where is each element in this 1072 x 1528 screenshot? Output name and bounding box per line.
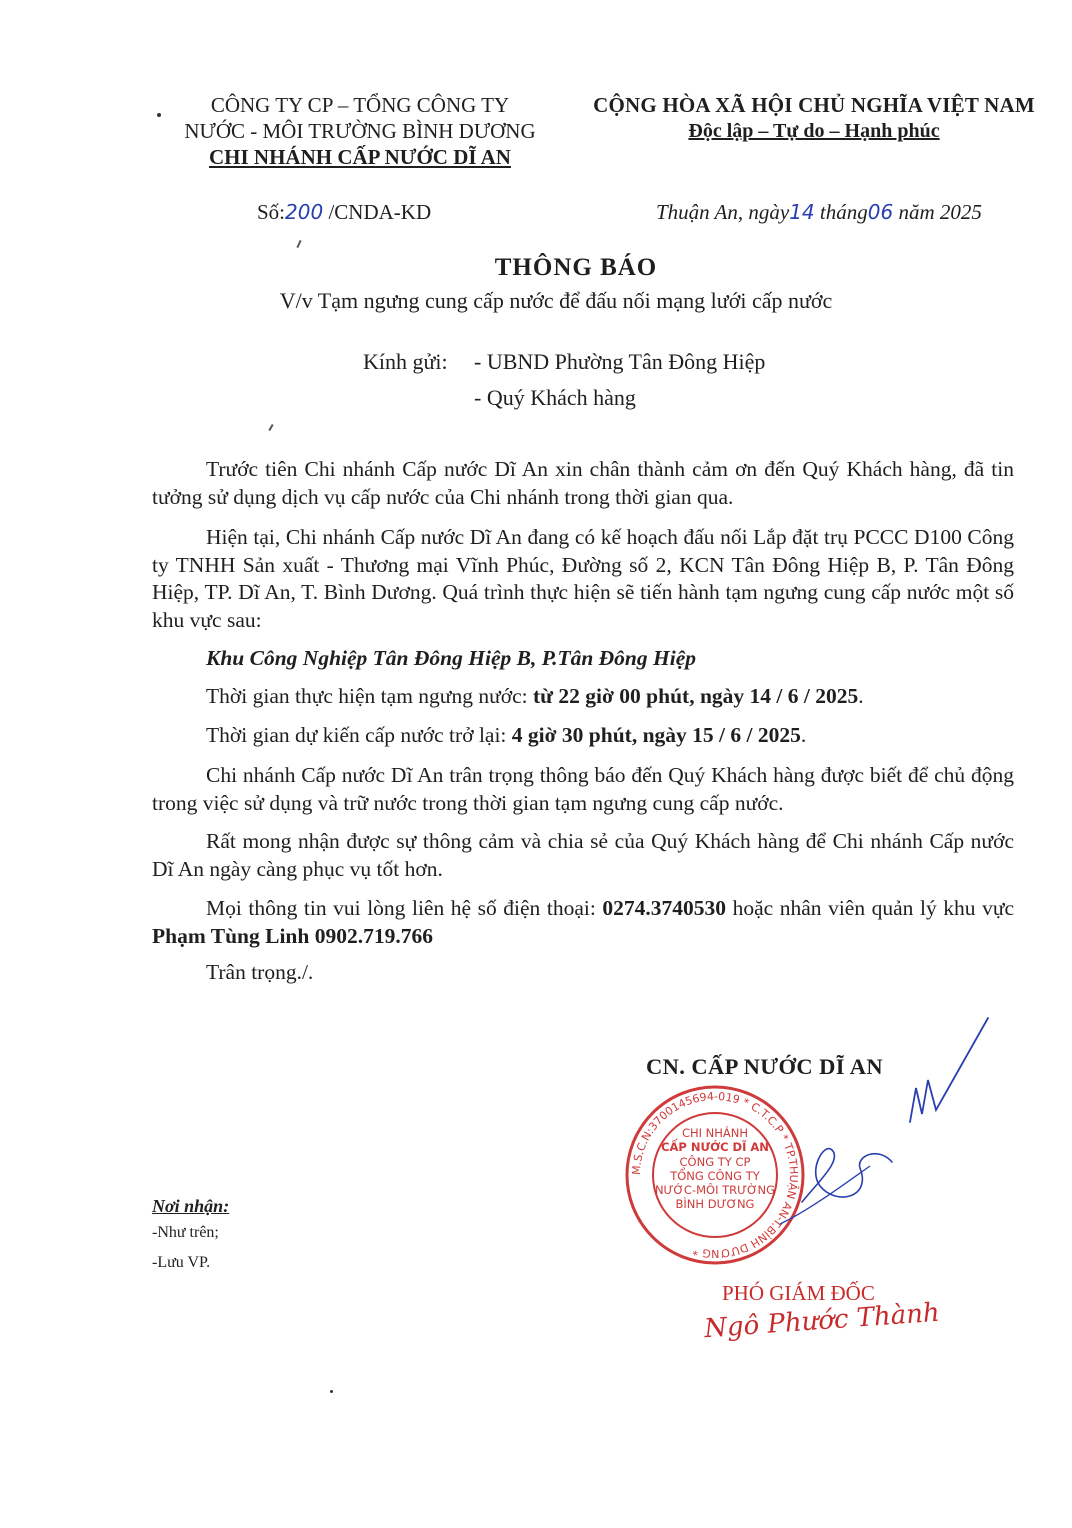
stop-time-label: Thời gian thực hiện tạm ngưng nước:	[206, 684, 528, 708]
branch-name: CHI NHÁNH CẤP NƯỚC DĨ AN	[209, 145, 511, 169]
date-day: 14	[789, 200, 815, 224]
stamp-line: NƯỚC-MÔI TRƯỜNG	[654, 1183, 776, 1197]
nation-title: CỘNG HÒA XÃ HỘI CHỦ NGHĨA VIỆT NAM	[593, 93, 1035, 117]
paragraph-contact	[152, 895, 1014, 950]
stop-time: Thời gian thực hiện tạm ngưng nước: từ 22 giờ 00 phút, ngày 14 / 6 / 2025.	[206, 684, 864, 708]
resume-time-label: Thời gian dự kiến cấp nước trở lại:	[206, 723, 507, 747]
affected-area: Khu Công Nghiệp Tân Đông Hiệp B, P.Tân Đông Hiệp	[206, 646, 697, 670]
receivers-label: Nơi nhận:	[152, 1196, 230, 1216]
issue-date	[656, 200, 982, 225]
contact-mid: hoặc nhân viên quản lý khu vực	[732, 896, 1015, 920]
stamp-line: CHI NHÁNH	[681, 1126, 749, 1140]
contact-person: Phạm Tùng Linh 0902.719.766	[152, 923, 433, 948]
stamp-line: TỔNG CÔNG TY	[670, 1169, 760, 1183]
paragraph-plan: Hiện tại, Chi nhánh Cấp nước Dĩ An đang có kế hoạch đấu nối Lắp đặt trụ PCCC D100 Công ty TNHH Sản xuất - Thương mại Vĩnh Phúc, Đường số 2, KCN Tân Đông Hiệp B, P. Tân Đông Hiệp, TP. Dĩ An, T. Bình Dương. Quá trình thực hiện sẽ tiến hành tạm ngưng cung cấp nước một số khu vực sau:	[152, 525, 1014, 632]
closing: Trân trọng./.	[206, 960, 314, 984]
paragraph-request: Rất mong nhận được sự thông cảm và chia sẻ của Quý Khách hàng để Chi nhánh Cấp nước Dĩ An ngày càng phục vụ tốt hơn.	[152, 829, 1014, 881]
contact-intro: Mọi thông tin vui lòng liên hệ số điện thoại:	[206, 896, 596, 920]
ref-number-handwritten: 200	[285, 200, 324, 224]
resume-time: Thời gian dự kiến cấp nước trở lại: 4 giờ 30 phút, ngày 15 / 6 / 2025.	[206, 723, 807, 747]
document-subject: V/v Tạm ngưng cung cấp nước để đấu nối mạng lưới cấp nước	[279, 288, 833, 313]
resume-time-value: 4 giờ 30 phút, ngày 15 / 6 / 2025	[511, 723, 801, 747]
issuer-header	[150, 92, 570, 170]
receiver-item: -Như trên;	[152, 1224, 219, 1241]
national-motto: Độc lập – Tự do – Hạnh phúc	[688, 120, 940, 142]
stamp-line: CẤP NƯỚC DĨ AN	[661, 1140, 769, 1154]
reference-number	[257, 200, 431, 225]
date-place: Thuận An, ngày	[656, 200, 790, 224]
recipients-label: Kính gửi:	[363, 349, 448, 374]
stamp-line: BÌNH DƯƠNG	[675, 1197, 755, 1211]
date-month-label: tháng	[819, 200, 868, 224]
receiver-item: -Lưu VP.	[152, 1254, 211, 1271]
stamp-line: CÔNG TY CP	[679, 1155, 751, 1169]
handwritten-signature	[780, 1010, 1010, 1250]
recipient-item: - UBND Phường Tân Đông Hiệp	[474, 349, 766, 374]
paragraph-notice: Chi nhánh Cấp nước Dĩ An trân trọng thông báo đến Quý Khách hàng được biết để chủ động trong việc sử dụng và trữ nước trong thời gian tạm ngưng cung cấp nước.	[152, 763, 1014, 815]
paragraph-thanks: Trước tiên Chi nhánh Cấp nước Dĩ An xin chân thành cảm ơn đến Quý Khách hàng, đã tin tưởng sử dụng dịch vụ cấp nước của Chi nhánh trong thời gian qua.	[152, 457, 1014, 509]
stop-time-value: từ 22 giờ 00 phút, ngày 14 / 6 / 2025	[532, 684, 859, 708]
document-title: THÔNG BÁO	[494, 254, 658, 281]
margin-dot	[330, 1390, 333, 1393]
signing-organization: CN. CẤP NƯỚC DĨ AN	[646, 1054, 883, 1079]
ref-suffix: /CNDA-KD	[328, 200, 432, 224]
stamp-ring-text: M.S.C.N:3700145694-019 * C.T.C.P * TP.THUẬN AN-T.BÌNH DƯƠNG *	[629, 1089, 801, 1261]
signer-role: PHÓ GIÁM ĐỐC	[722, 1281, 875, 1305]
company-line-2: NƯỚC - MÔI TRƯỜNG BÌNH DƯƠNG	[184, 119, 536, 143]
date-month: 06	[867, 200, 894, 224]
national-header	[576, 92, 1052, 144]
ref-prefix: Số:	[257, 200, 286, 224]
contact-phone: 0274.3740530	[602, 896, 727, 920]
pen-mark	[296, 240, 301, 248]
signer-name: Ngô Phước Thành	[703, 1297, 941, 1345]
pen-mark	[268, 424, 273, 431]
date-year: năm 2025	[898, 200, 982, 224]
recipient-item: - Quý Khách hàng	[474, 385, 636, 410]
company-line-1: CÔNG TY CP – TỔNG CÔNG TY	[210, 93, 510, 117]
